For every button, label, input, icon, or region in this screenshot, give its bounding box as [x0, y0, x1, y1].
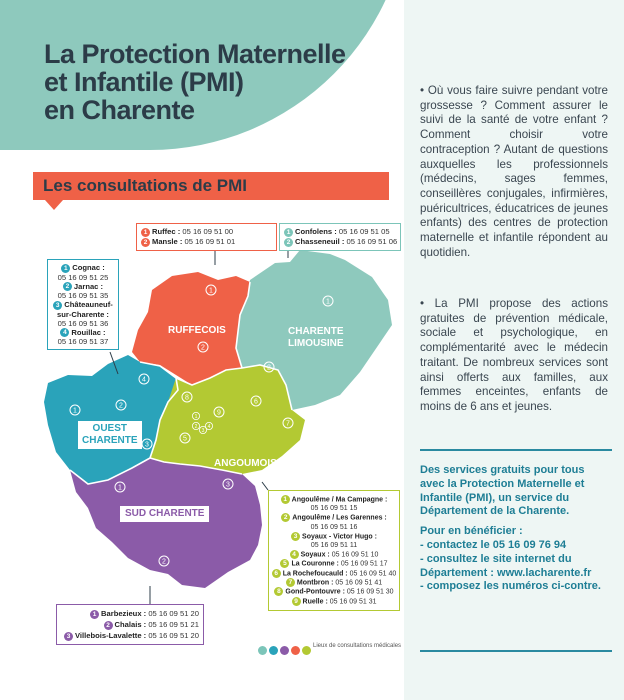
legend-dots	[258, 642, 313, 660]
svg-text:2: 2	[267, 364, 271, 372]
contact-row: 8 Gond-Pontouvre : 05 16 09 51 30	[271, 587, 397, 596]
legend-dot	[302, 646, 311, 655]
contact-row: 1 Cognac : 05 16 09 51 25	[57, 263, 109, 282]
section-title: Les consultations de PMI	[43, 176, 248, 195]
services-text	[420, 297, 608, 415]
svg-text:1: 1	[118, 484, 122, 492]
legend-dot	[280, 646, 289, 655]
legend-label: Lieux de consultations médicales	[313, 643, 402, 649]
svg-text:2: 2	[201, 344, 205, 352]
divider-top	[420, 449, 612, 451]
info-services: Des services gratuits pour tous avec la Protection Maternelle et Infantile (PMI), un service du Département de la Charente.	[420, 464, 585, 518]
right-panel	[404, 0, 624, 700]
contact-row: 1 Ruffec : 05 16 09 51 00	[141, 227, 272, 237]
svg-text:6: 6	[254, 398, 258, 406]
contact-row: 1 Angoulême / Ma Campagne : 05 16 09 51 15	[271, 495, 397, 513]
divider-bottom	[420, 650, 612, 652]
contact-row: 3 Soyaux - Victor Hugo : 05 16 09 51 11	[271, 532, 397, 550]
contact-box-angoumois	[268, 490, 400, 611]
svg-text:4: 4	[142, 376, 146, 384]
contact-row: 2 Mansle : 05 16 09 51 01	[141, 237, 272, 247]
info-block	[420, 464, 610, 594]
contact-row: 2 Jarnac : 05 16 09 51 35	[57, 281, 109, 300]
region-label-ruffecois: RUFFECOIS	[168, 325, 226, 336]
contact-row: 6 La Rochefoucauld : 05 16 09 51 40	[271, 569, 397, 578]
region-label-angoumois: ANGOUMOIS	[214, 458, 277, 469]
svg-text:9: 9	[217, 409, 221, 417]
contact-row: 1 Confolens : 05 16 09 51 05	[284, 227, 396, 237]
svg-text:3: 3	[201, 428, 205, 434]
svg-text:3: 3	[226, 481, 230, 489]
region-label-ouest-charente: OUEST CHARENTE	[78, 421, 142, 449]
svg-text:4: 4	[207, 424, 211, 430]
contact-box-ruffecois	[136, 223, 277, 251]
svg-text:1: 1	[209, 287, 213, 295]
legend-dot	[291, 646, 300, 655]
svg-text:3: 3	[145, 441, 149, 449]
contact-row: 9 Ruelle : 05 16 09 51 31	[271, 597, 397, 606]
contact-row: 2 Angoulême / Les Garennes : 05 16 09 51 16	[271, 513, 397, 531]
svg-text:2: 2	[119, 402, 123, 410]
info-numbers: - composez les numéros ci-contre.	[420, 580, 601, 593]
info-how-to: Pour en bénéficier :	[420, 525, 523, 538]
contact-row: 7 Montbron : 05 16 09 51 41	[271, 578, 397, 587]
svg-text:1: 1	[73, 407, 77, 415]
region-label-charente-limousine: CHARENTE LIMOUSINE	[288, 326, 344, 349]
contact-row: 4 Soyaux : 05 16 09 51 10	[271, 550, 397, 559]
page-title: La Protection Maternelle et Infantile (PMI) en Charente	[44, 39, 346, 125]
svg-text:7: 7	[286, 420, 290, 428]
contact-row: 3 Villebois-Lavalette : 05 16 09 51 20	[61, 630, 199, 641]
contact-row: 4 Rouillac : 05 16 09 51 37	[57, 327, 109, 346]
svg-text:8: 8	[185, 394, 189, 402]
svg-text:1: 1	[194, 414, 198, 420]
info-phone: - contactez le 05 16 09 76 94	[420, 538, 567, 551]
svg-text:2: 2	[162, 558, 166, 566]
contact-row: 3 Châteauneuf-sur-Charente : 05 16 09 51 36	[51, 300, 115, 328]
contact-box-limousine	[279, 223, 401, 251]
region-label-sud-charente: SUD CHARENTE	[120, 506, 209, 522]
intro-paragraph-2: • La PMI propose des actions gratuites de prévention médicale, sociale et psychologique, en complémentarité avec le médecin traitant. De nombreux services sont ainsi offerts aux familles, aux femmes enceintes, enfants de moins de 6 ans et jeunes.	[420, 297, 608, 413]
contact-row: 5 La Couronne : 05 16 09 51 17	[271, 559, 397, 568]
contact-row: 1 Barbezieux : 05 16 09 51 20	[61, 608, 199, 619]
svg-text:1: 1	[326, 298, 330, 306]
svg-text:2: 2	[194, 424, 198, 430]
contact-row: 2 Chalais : 05 16 09 51 21	[61, 619, 199, 630]
intro-text	[420, 84, 608, 260]
legend-dot	[269, 646, 278, 655]
contact-row: 2 Chasseneuil : 05 16 09 51 06	[284, 237, 396, 247]
contact-box-sud	[56, 604, 204, 645]
legend-dot	[258, 646, 267, 655]
intro-paragraph-1: • Où vous faire suivre pendant votre grossesse ? Comment assurer le suivi de la santé de votre enfant ? Comment choisir votre contraception ? Autant de questions auxquelles les professionnels (médecins, sages femmes, conseillères conjugales, infirmières, puéricultrices, éducatrices de jeunes enfants) des centres de protection maternelle et infantile répondent au quotidien.	[420, 84, 608, 259]
contact-box-ouest	[47, 259, 119, 350]
svg-text:5: 5	[183, 435, 187, 443]
info-website: - consultez le site internet du Département : www.lacharente.fr	[420, 552, 592, 579]
